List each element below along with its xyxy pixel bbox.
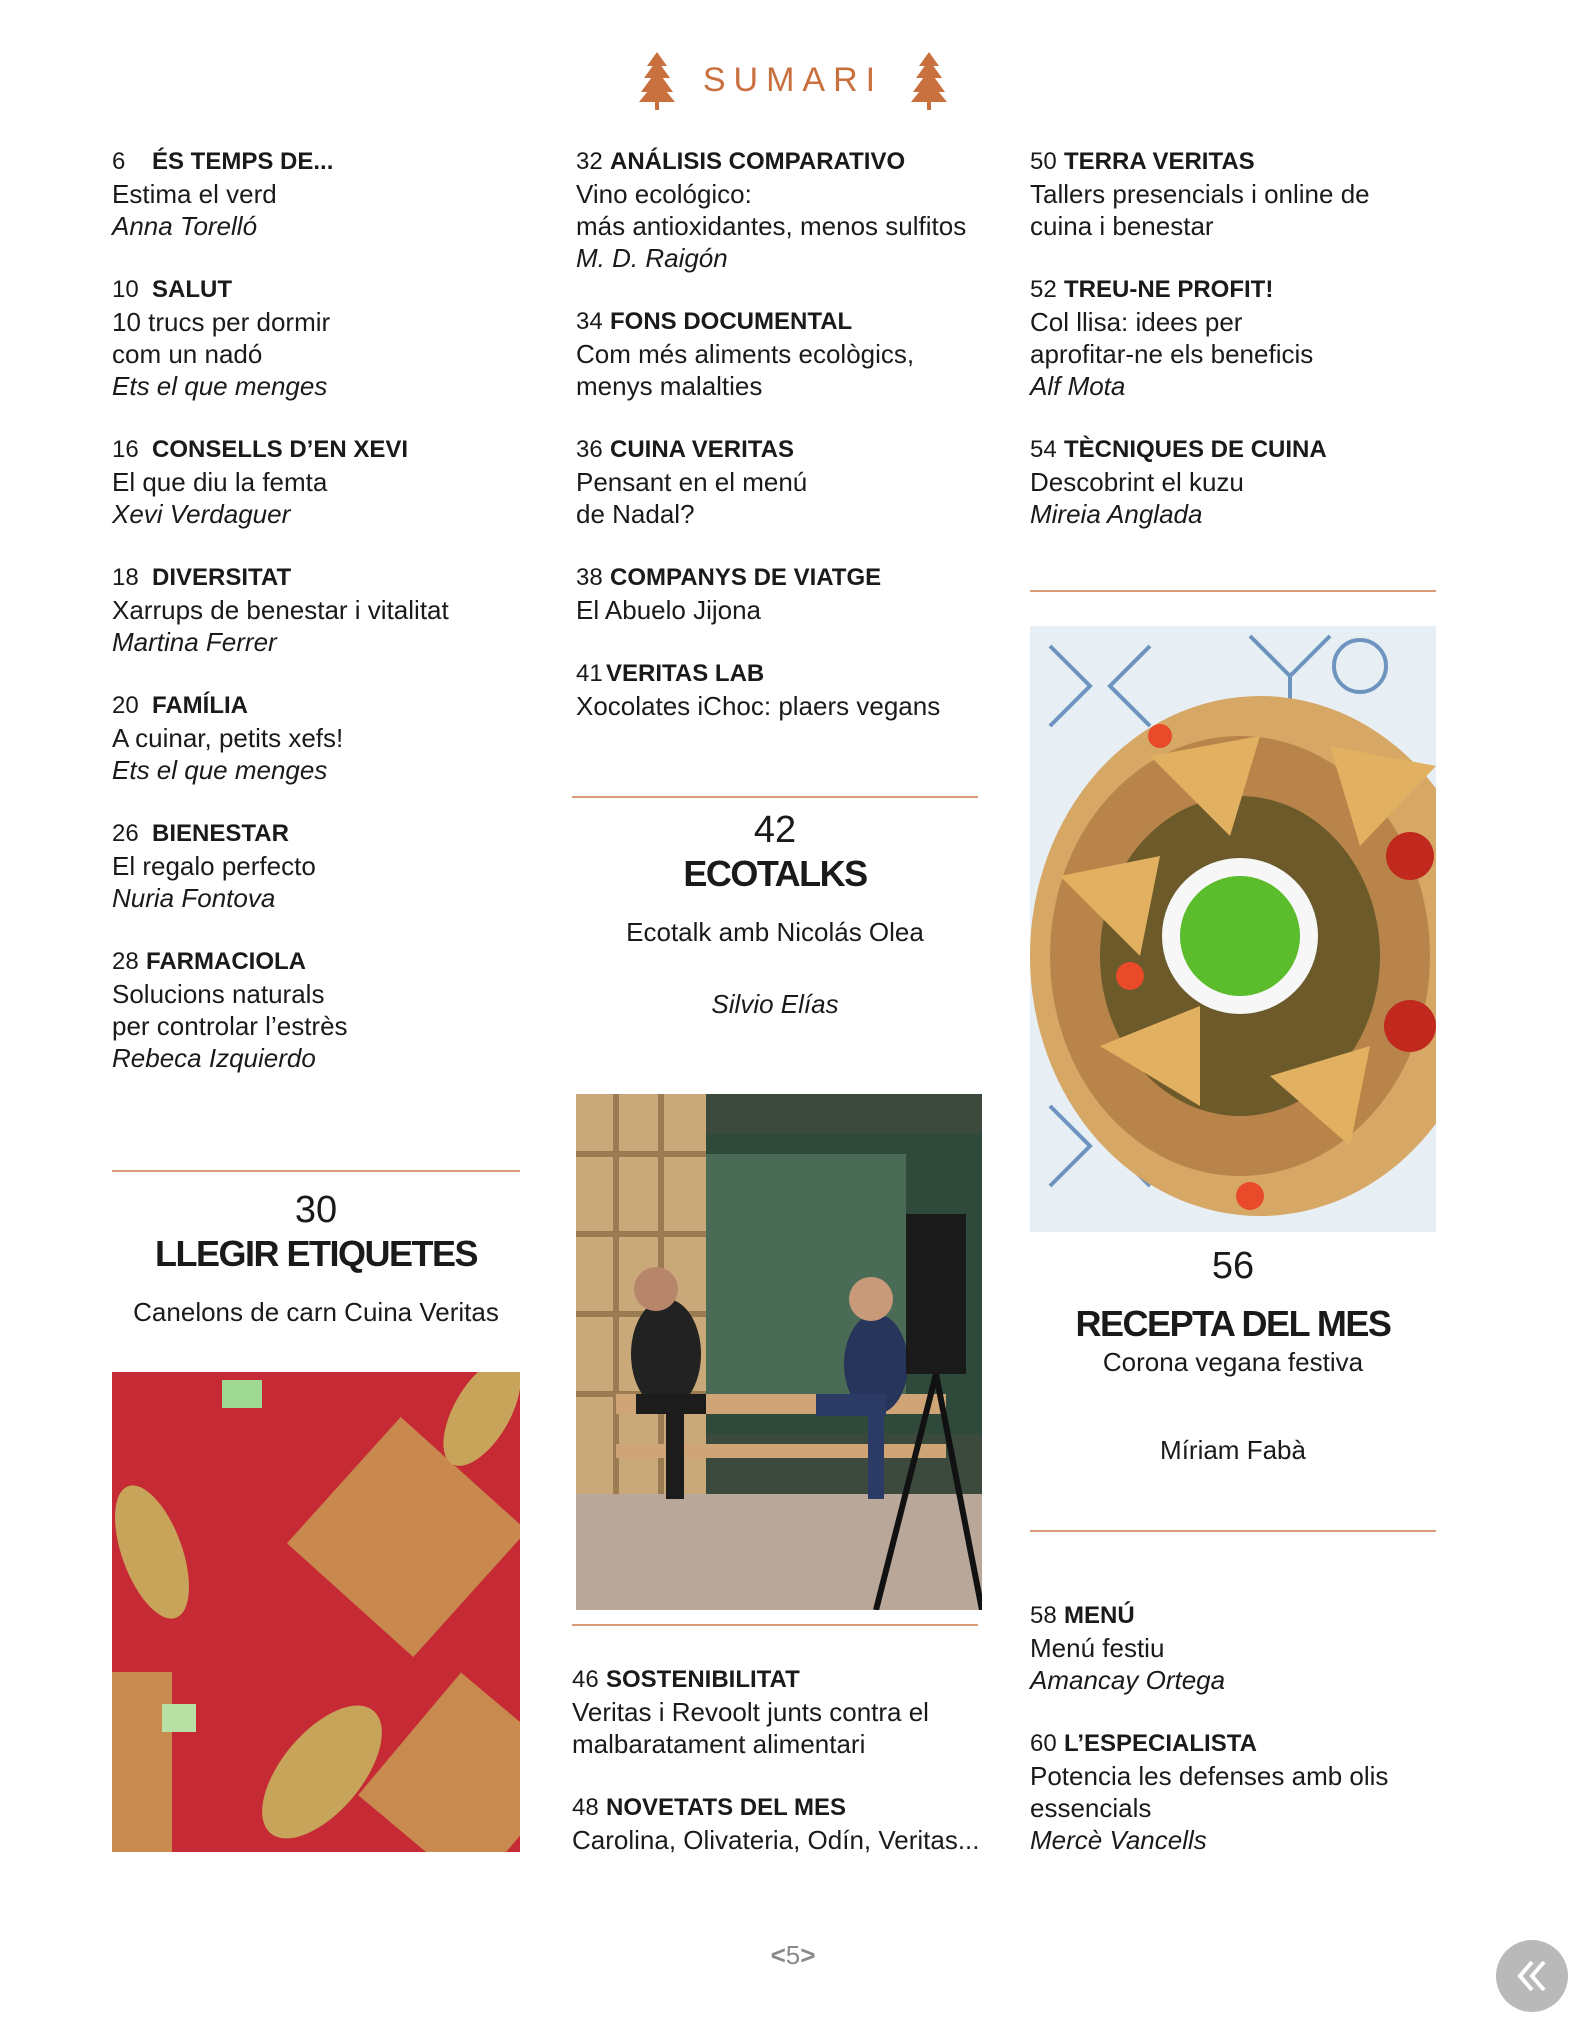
page-header <box>0 40 1586 120</box>
toc-entry[interactable]: 26 BIENESTAR El regalo perfecto Nuria Fontova <box>112 820 316 913</box>
toc-entry[interactable]: 16 CONSELLS D’EN XEVI El que diu la femta Xevi Verdaguer <box>112 436 409 529</box>
tree-icon <box>639 48 675 112</box>
divider <box>1030 590 1436 592</box>
prev-page-button[interactable]: < <box>770 1940 786 1970</box>
page-number: 5 <box>785 1940 801 1970</box>
toc-entry[interactable]: 41 VERITAS LAB Xocolates iChoc: plaers vegans <box>576 660 941 721</box>
toc-entry[interactable]: 48 NOVETATS DEL MES Carolina, Olivateria, Odín, Veritas... <box>572 1794 980 1855</box>
toc-entry[interactable]: 6 ÉS TEMPS DE... Estima el verd Anna Torelló <box>112 148 334 241</box>
divider <box>112 1170 520 1172</box>
page-title: SUMARI <box>702 60 884 99</box>
feature-etiquetes[interactable]: 30 LLEGIR ETIQUETES Canelons de carn Cuina Veritas <box>133 1189 499 1327</box>
toc-entry[interactable]: 36 CUINA VERITAS Pensant en el menú de Nadal? <box>576 436 808 529</box>
divider <box>1030 1530 1436 1532</box>
toc-entry[interactable]: 32 ANÁLISIS COMPARATIVO Vino ecológico: más antioxidantes, menos sulfitos M. D. Raigón <box>576 148 967 273</box>
toc-entry[interactable]: 28 FARMACIOLA Solucions naturals per controlar l’estrès Rebeca Izquierdo <box>112 948 348 1073</box>
recepta-photo[interactable] <box>1030 626 1436 1232</box>
feature-ecotalks[interactable]: 42 ECOTALKS Ecotalk amb Nicolás Olea Silvio Elías <box>626 809 924 1019</box>
back-button[interactable] <box>1496 1940 1568 2012</box>
toc-entry[interactable]: 60 L’ESPECIALISTA Potencia les defenses amb olis essencials Mercè Vancells <box>1030 1730 1389 1855</box>
toc-entry[interactable]: 10 SALUT 10 trucs per dormir com un nadó Ets el que menges <box>112 276 331 401</box>
toc-entry[interactable]: 54 TÈCNIQUES DE CUINA Descobrint el kuzu Mireia Anglada <box>1030 436 1327 529</box>
tree-icon <box>911 48 947 112</box>
toc-entry[interactable]: 46 SOSTENIBILITAT Veritas i Revoolt junts contra el malbaratament alimentari <box>572 1666 929 1759</box>
toc-entry[interactable]: 50 TERRA VERITAS Tallers presencials i online de cuina i benestar <box>1030 148 1370 241</box>
etiquetes-photo[interactable] <box>112 1372 520 1852</box>
toc-entry[interactable]: 52 TREU-NE PROFIT! Col llisa: idees per aprofitar-ne els beneficis Alf Mota <box>1030 276 1314 401</box>
pager <box>0 1940 1586 1971</box>
toc-entry[interactable]: 20 FAMÍLIA A cuinar, petits xefs! Ets el que menges <box>112 692 344 785</box>
divider <box>572 796 978 798</box>
ecotalks-photo[interactable] <box>576 1094 982 1610</box>
toc-entry[interactable]: 18 DIVERSITAT Xarrups de benestar i vitalitat Martina Ferrer <box>112 564 449 657</box>
divider <box>572 1624 978 1626</box>
next-page-button[interactable]: > <box>800 1940 816 1970</box>
toc-entry[interactable]: 58 MENÚ Menú festiu Amancay Ortega <box>1030 1602 1226 1695</box>
double-chevron-left-icon <box>1512 1956 1552 1996</box>
feature-recepta[interactable]: 56 RECEPTA DEL MES Corona vegana festiva Míriam Fabà <box>1075 1245 1391 1465</box>
toc-entry[interactable]: 34 FONS DOCUMENTAL Com més aliments ecològics, menys malalties <box>576 308 915 401</box>
toc-entry[interactable]: 38 COMPANYS DE VIATGE El Abuelo Jijona <box>576 564 882 625</box>
